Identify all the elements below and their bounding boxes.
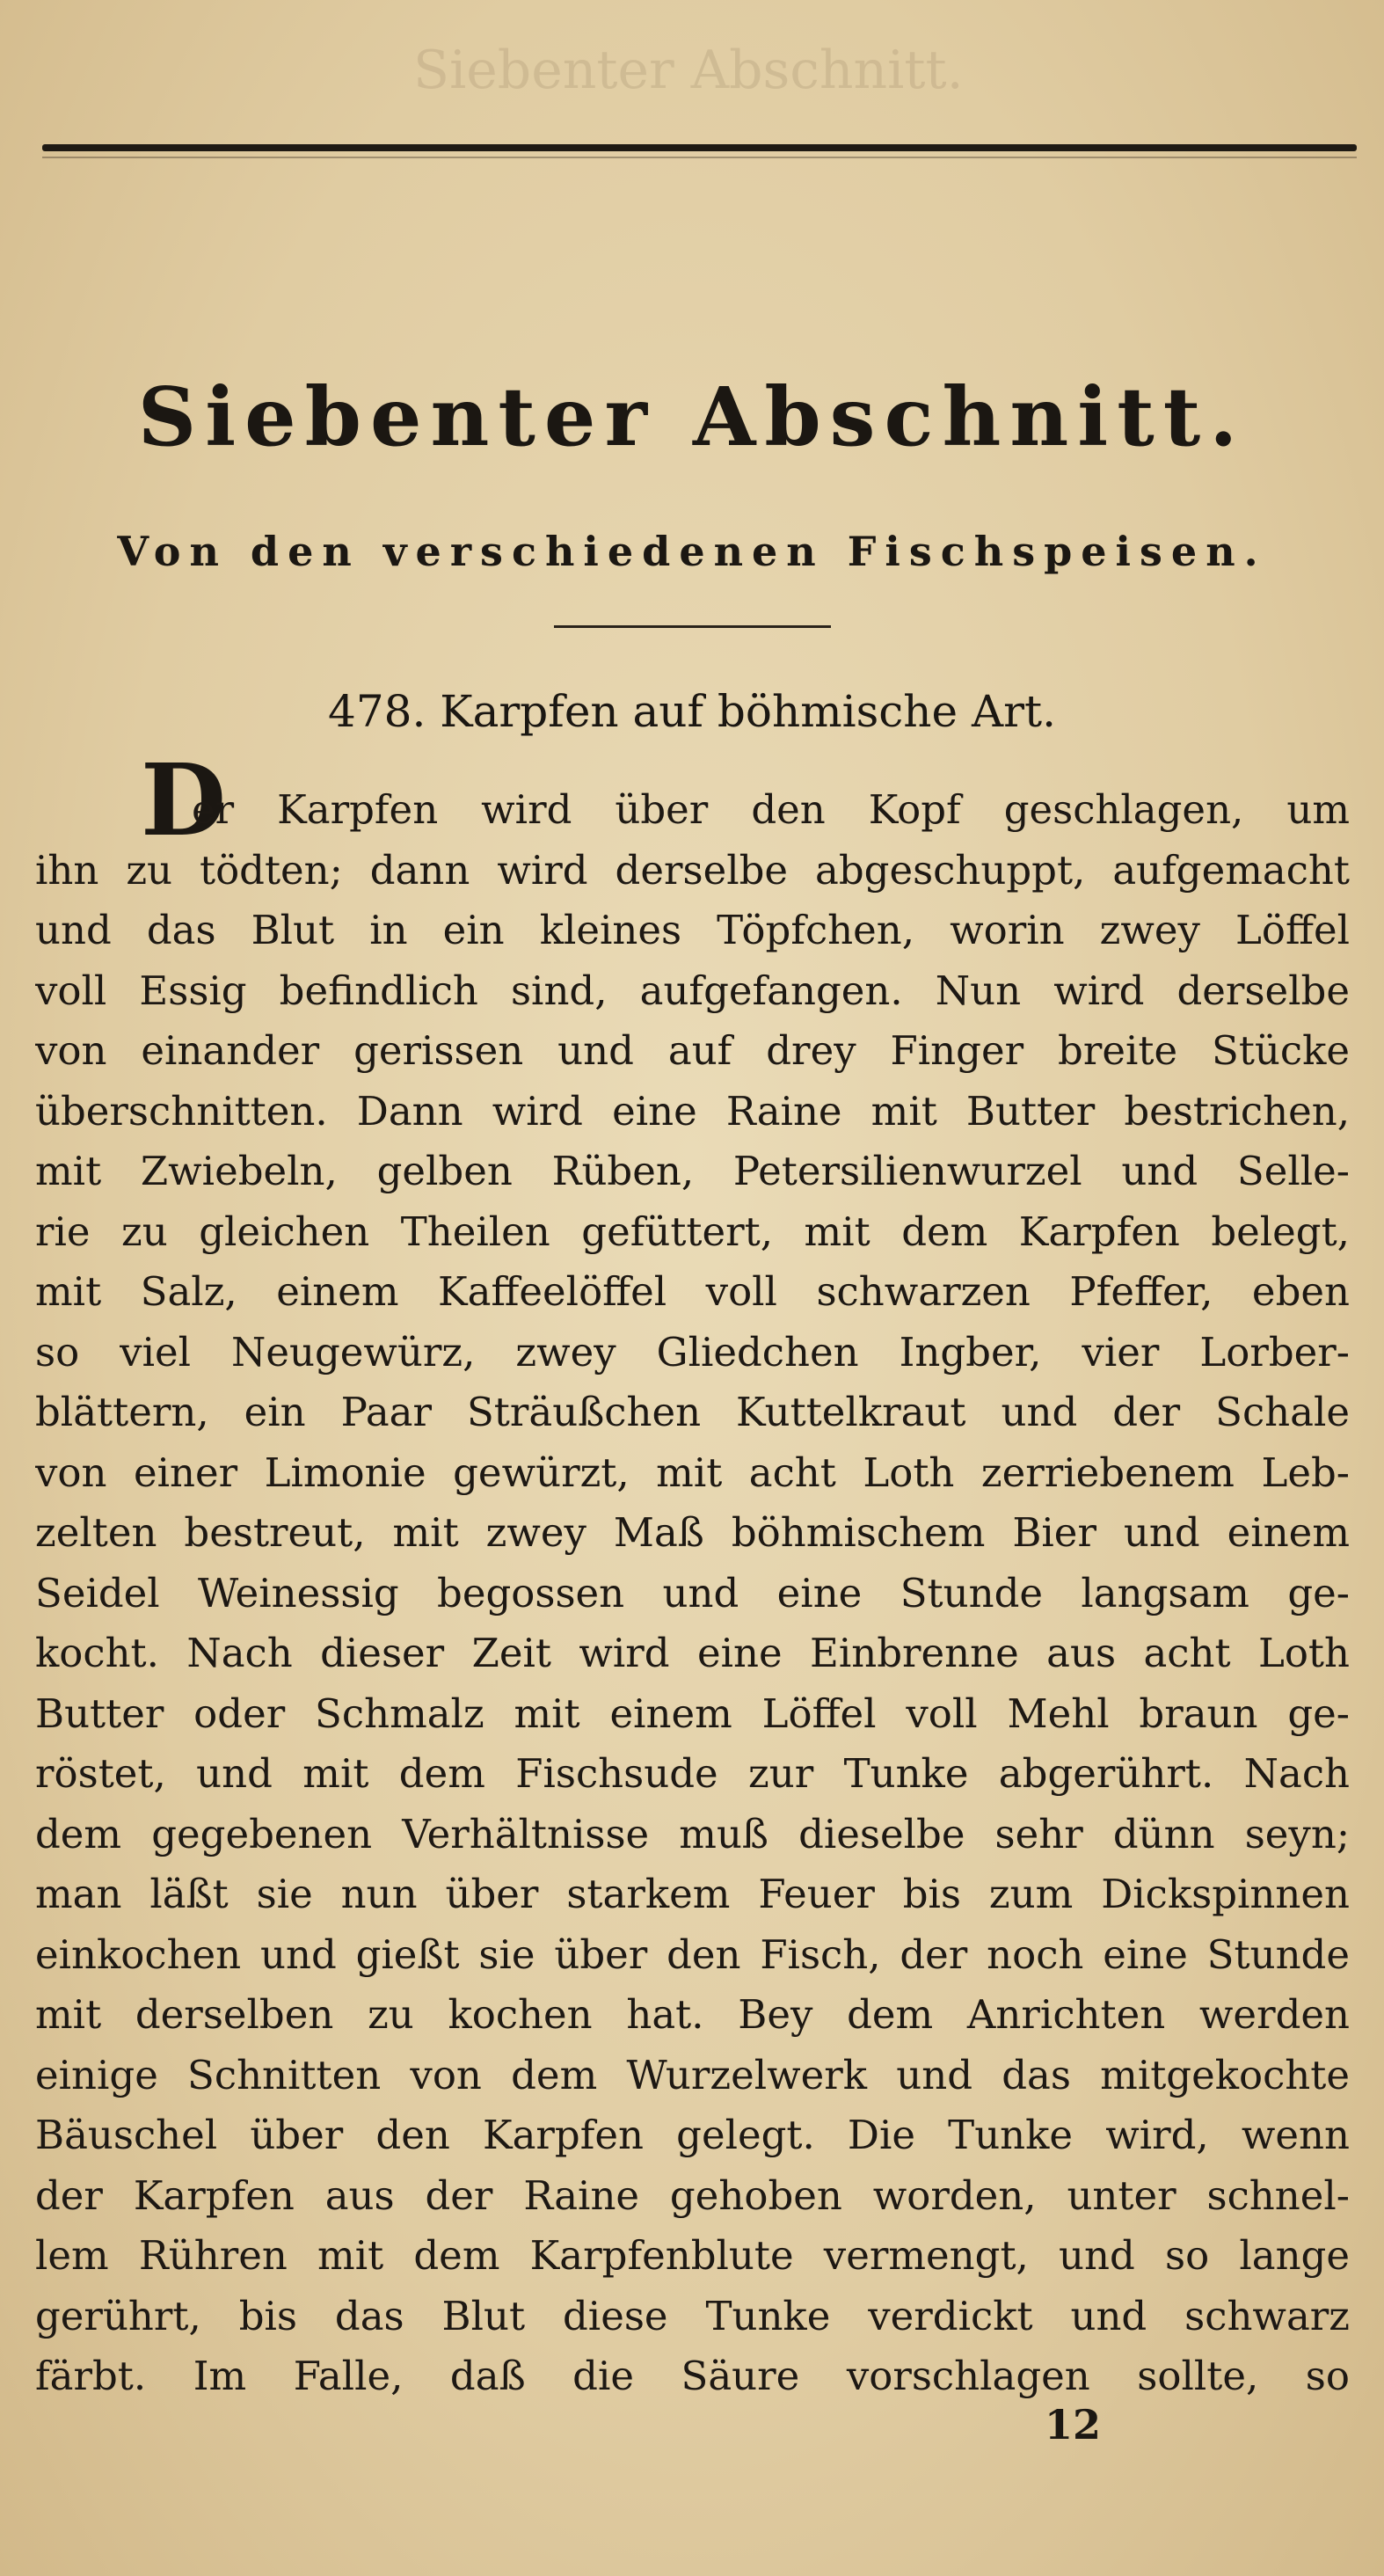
text-line: dem gegebenen Verhältnisse muß dieselbe sehr dünn seyn; [35, 1810, 1350, 1857]
text-line: lem Rühren mit dem Karpfenblute vermengt, und so lange [35, 2232, 1350, 2279]
text-line: von einer Limonie gewürzt, mit acht Loth zerriebenem Leb- [35, 1449, 1350, 1496]
chapter-title: Siebenter Abschnitt. [137, 369, 1247, 464]
text-line: Bäuschel über den Karpfen gelegt. Die Tunke wird, wenn [35, 2112, 1350, 2158]
text-line: Butter oder Schmalz mit einem Löffel voll Mehl braun ge- [35, 1689, 1350, 1737]
text-line: er Karpfen wird über den Kopf geschlagen, um [192, 786, 1350, 833]
text-line: kocht. Nach dieser Zeit wird eine Einbrenne aus acht Loth [35, 1630, 1350, 1676]
text-line: mit Salz, einem Kaffeelöffel voll schwarzen Pfeffer, eben [35, 1268, 1350, 1315]
ornamental-rule [554, 625, 831, 628]
text-line: färbt. Im Falle, daß die Säure vorschlagen sollte, so [35, 2353, 1350, 2399]
text-line: voll Essig befindlich sind, aufgefangen. Nun wird derselbe [35, 967, 1350, 1014]
text-line: gerührt, bis das Blut diese Tunke verdickt und schwarz [35, 2292, 1350, 2339]
text-line: und das Blut in ein kleines Töpfchen, worin zwey Löffel [35, 907, 1350, 953]
show-through-header: Siebenter Abschnitt. [413, 40, 964, 101]
text-line: zelten bestreut, mit zwey Maß böhmischem Bier und einem [35, 1509, 1350, 1556]
signature-mark: 12 [1045, 2401, 1102, 2448]
text-line: man läßt sie nun über starkem Feuer bis zum Dickspinnen [35, 1871, 1350, 1917]
text-line: röstet, und mit dem Fischsude zur Tunke abgerührt. Nach [35, 1750, 1350, 1797]
text-line: Seidel Weinessig begossen und eine Stunde langsam ge- [35, 1569, 1350, 1616]
text-line: ihn zu tödten; dann wird derselbe abgeschuppt, aufgemacht [35, 846, 1350, 894]
text-line: einige Schnitten von dem Wurzelwerk und das mitgekochte [35, 2051, 1350, 2098]
text-line: mit Zwiebeln, gelben Rüben, Petersilienwurzel und Selle- [35, 1148, 1350, 1194]
text-line: rie zu gleichen Theilen gefüttert, mit dem Karpfen belegt, [35, 1208, 1350, 1255]
text-line: einkochen und gießt sie über den Fisch, der noch eine Stunde [35, 1930, 1350, 1978]
header-rule [42, 144, 1357, 151]
text-line: blättern, ein Paar Sträußchen Kuttelkraut und der Schale [35, 1389, 1350, 1435]
drop-cap: D [141, 743, 227, 858]
chapter-subtitle: Von den verschiedenen Fischspeisen. [117, 528, 1267, 575]
text-line: so viel Neugewürz, zwey Gliedchen Ingber, vier Lorber- [35, 1328, 1350, 1376]
body-text [35, 780, 1350, 2407]
text-line: von einander gerissen und auf drey Finger breite Stücke [35, 1027, 1350, 1074]
text-line: der Karpfen aus der Raine gehoben worden, unter schnel- [35, 2171, 1350, 2219]
text-line: mit derselben zu kochen hat. Bey dem Anrichten werden [35, 1991, 1350, 2038]
section-heading: 478. Karpfen auf böhmische Art. [328, 686, 1056, 737]
text-line: überschnitten. Dann wird eine Raine mit Butter bestrichen, [35, 1087, 1350, 1135]
header-rule-thin [42, 157, 1357, 158]
